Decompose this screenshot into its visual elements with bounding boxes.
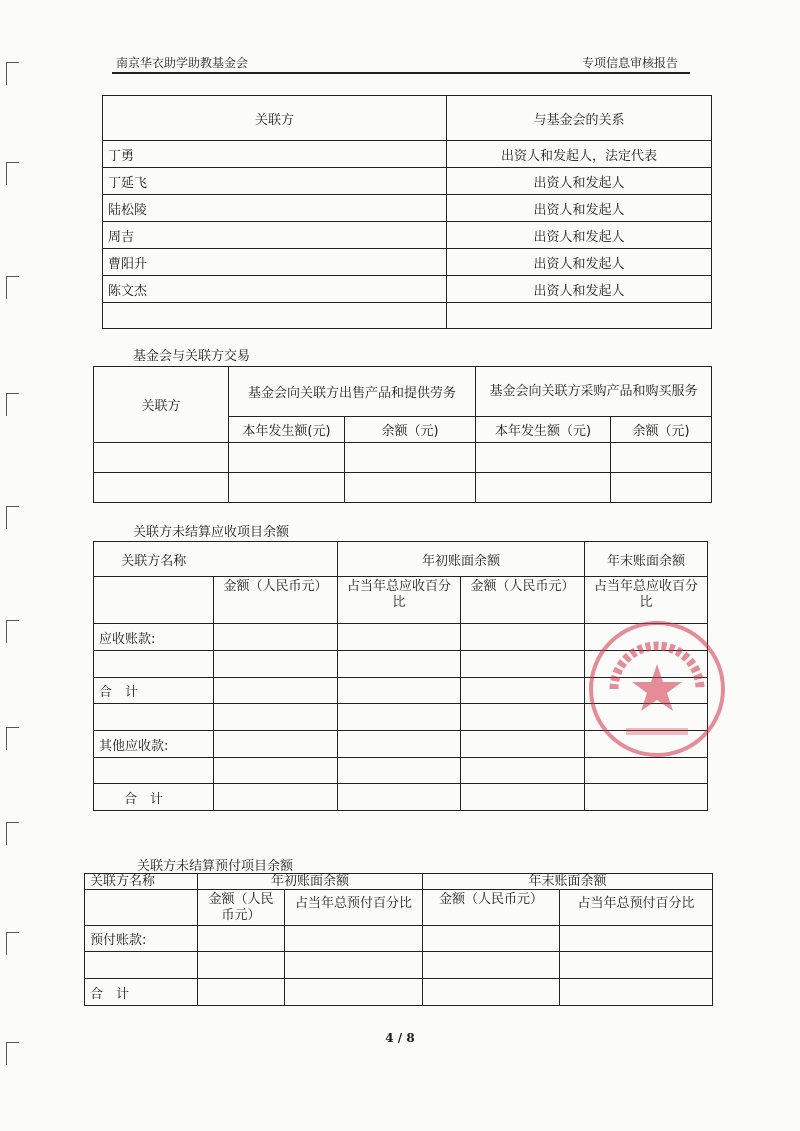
prepayments-caption: 关联方未结算预付项目余额 (137, 859, 294, 874)
binder-mark (6, 506, 19, 529)
report-type: 专项信息审核报告 (582, 56, 679, 70)
table-row (103, 276, 712, 303)
col-header-name: 关联方名称 (85, 874, 198, 890)
table-row (103, 303, 712, 329)
binder-mark (6, 393, 19, 416)
binder-mark (6, 822, 19, 845)
table-row (94, 624, 708, 651)
col-header-party: 关联方 (94, 367, 229, 443)
party-name (103, 303, 447, 329)
party-name: 陆松陵 (103, 195, 447, 222)
org-name: 南京华衣助学助教基金会 (116, 56, 249, 70)
col-sub-amount: 金额（人民币元） (214, 577, 338, 624)
table-row (103, 222, 712, 249)
party-relation: 出资人和发起人，法定代表 (447, 141, 712, 168)
header-rule (112, 72, 690, 74)
table-row (94, 443, 712, 473)
row-label: 应收账款: (94, 624, 214, 651)
table-row (103, 168, 712, 195)
binder-mark (6, 727, 19, 750)
row-label: 预付账款: (85, 926, 198, 952)
col-sub-amount: 本年发生额(元) (229, 417, 345, 443)
table-row (94, 731, 708, 758)
row-label: 合 计 (94, 678, 214, 704)
table-row (94, 784, 708, 811)
party-name: 丁勇 (103, 141, 447, 168)
table-row (85, 952, 713, 979)
party-relation: 出资人和发起人 (447, 222, 712, 249)
col-group-purchase: 基金会向关联方采购产品和购买服务 (476, 367, 712, 417)
col-sub-pct: 占当年总预付百分比 (560, 890, 713, 926)
col-sub-pct: 占当年总应收百分比 (338, 577, 461, 624)
binder-mark (6, 62, 19, 85)
table-row (94, 473, 712, 503)
page-number: 4 / 8 (385, 1031, 415, 1045)
table-row (103, 249, 712, 276)
table-row (94, 758, 708, 784)
party-relation (447, 303, 712, 329)
table-row (85, 979, 713, 1006)
col-group-end: 年末账面余额 (423, 874, 713, 890)
binder-mark (6, 1042, 19, 1065)
col-sub-balance: 余额（元) (611, 417, 712, 443)
transactions-table (93, 366, 712, 503)
table-row (85, 926, 713, 952)
party-relation: 出资人和发起人 (447, 168, 712, 195)
party-name: 曹阳升 (103, 249, 447, 276)
party-relation: 出资人和发起人 (447, 195, 712, 222)
transactions-caption: 基金会与关联方交易 (133, 349, 251, 364)
col-group-begin: 年初账面余额 (338, 542, 585, 577)
table-row (94, 704, 708, 731)
party-relation: 出资人和发起人 (447, 249, 712, 276)
col-sub-pct: 占当年总预付百分比 (285, 890, 423, 926)
col-group-sales: 基金会向关联方出售产品和提供劳务 (229, 367, 476, 417)
binder-mark (6, 932, 19, 955)
receivables-caption: 关联方未结算应收项目余额 (133, 525, 290, 540)
col-sub-amount: 金额（人民币元） (198, 890, 285, 926)
col-header-relation: 与基金会的关系 (447, 96, 712, 141)
row-label: 其他应收款: (94, 731, 214, 758)
row-label: 合 计 (94, 784, 214, 811)
binder-mark (6, 620, 19, 643)
binder-mark (6, 276, 19, 299)
col-sub-pct: 占当年总应收百分比 (585, 577, 708, 624)
col-sub-balance: 余额（元) (345, 417, 476, 443)
col-sub-amount: 金额（人民币元） (423, 890, 560, 926)
col-sub-amount: 本年发生额（元) (476, 417, 611, 443)
table-row (94, 651, 708, 678)
col-header-party: 关联方 (103, 96, 447, 141)
table-row (94, 678, 708, 704)
party-name: 丁延飞 (103, 168, 447, 195)
col-sub-amount: 金额（人民币元） (461, 577, 585, 624)
col-header-name: 关联方名称 (94, 542, 214, 577)
row-label: 合 计 (85, 979, 198, 1006)
party-name: 周吉 (103, 222, 447, 249)
table-row (103, 195, 712, 222)
col-group-begin: 年初账面余额 (198, 874, 423, 890)
prepayments-table (84, 873, 713, 1006)
party-name: 陈文杰 (103, 276, 447, 303)
related-parties-table (102, 95, 712, 329)
table-row (103, 141, 712, 168)
receivables-grid (93, 541, 708, 811)
binder-mark (6, 162, 19, 185)
col-group-end: 年末账面余额 (585, 542, 708, 577)
party-relation: 出资人和发起人 (447, 276, 712, 303)
